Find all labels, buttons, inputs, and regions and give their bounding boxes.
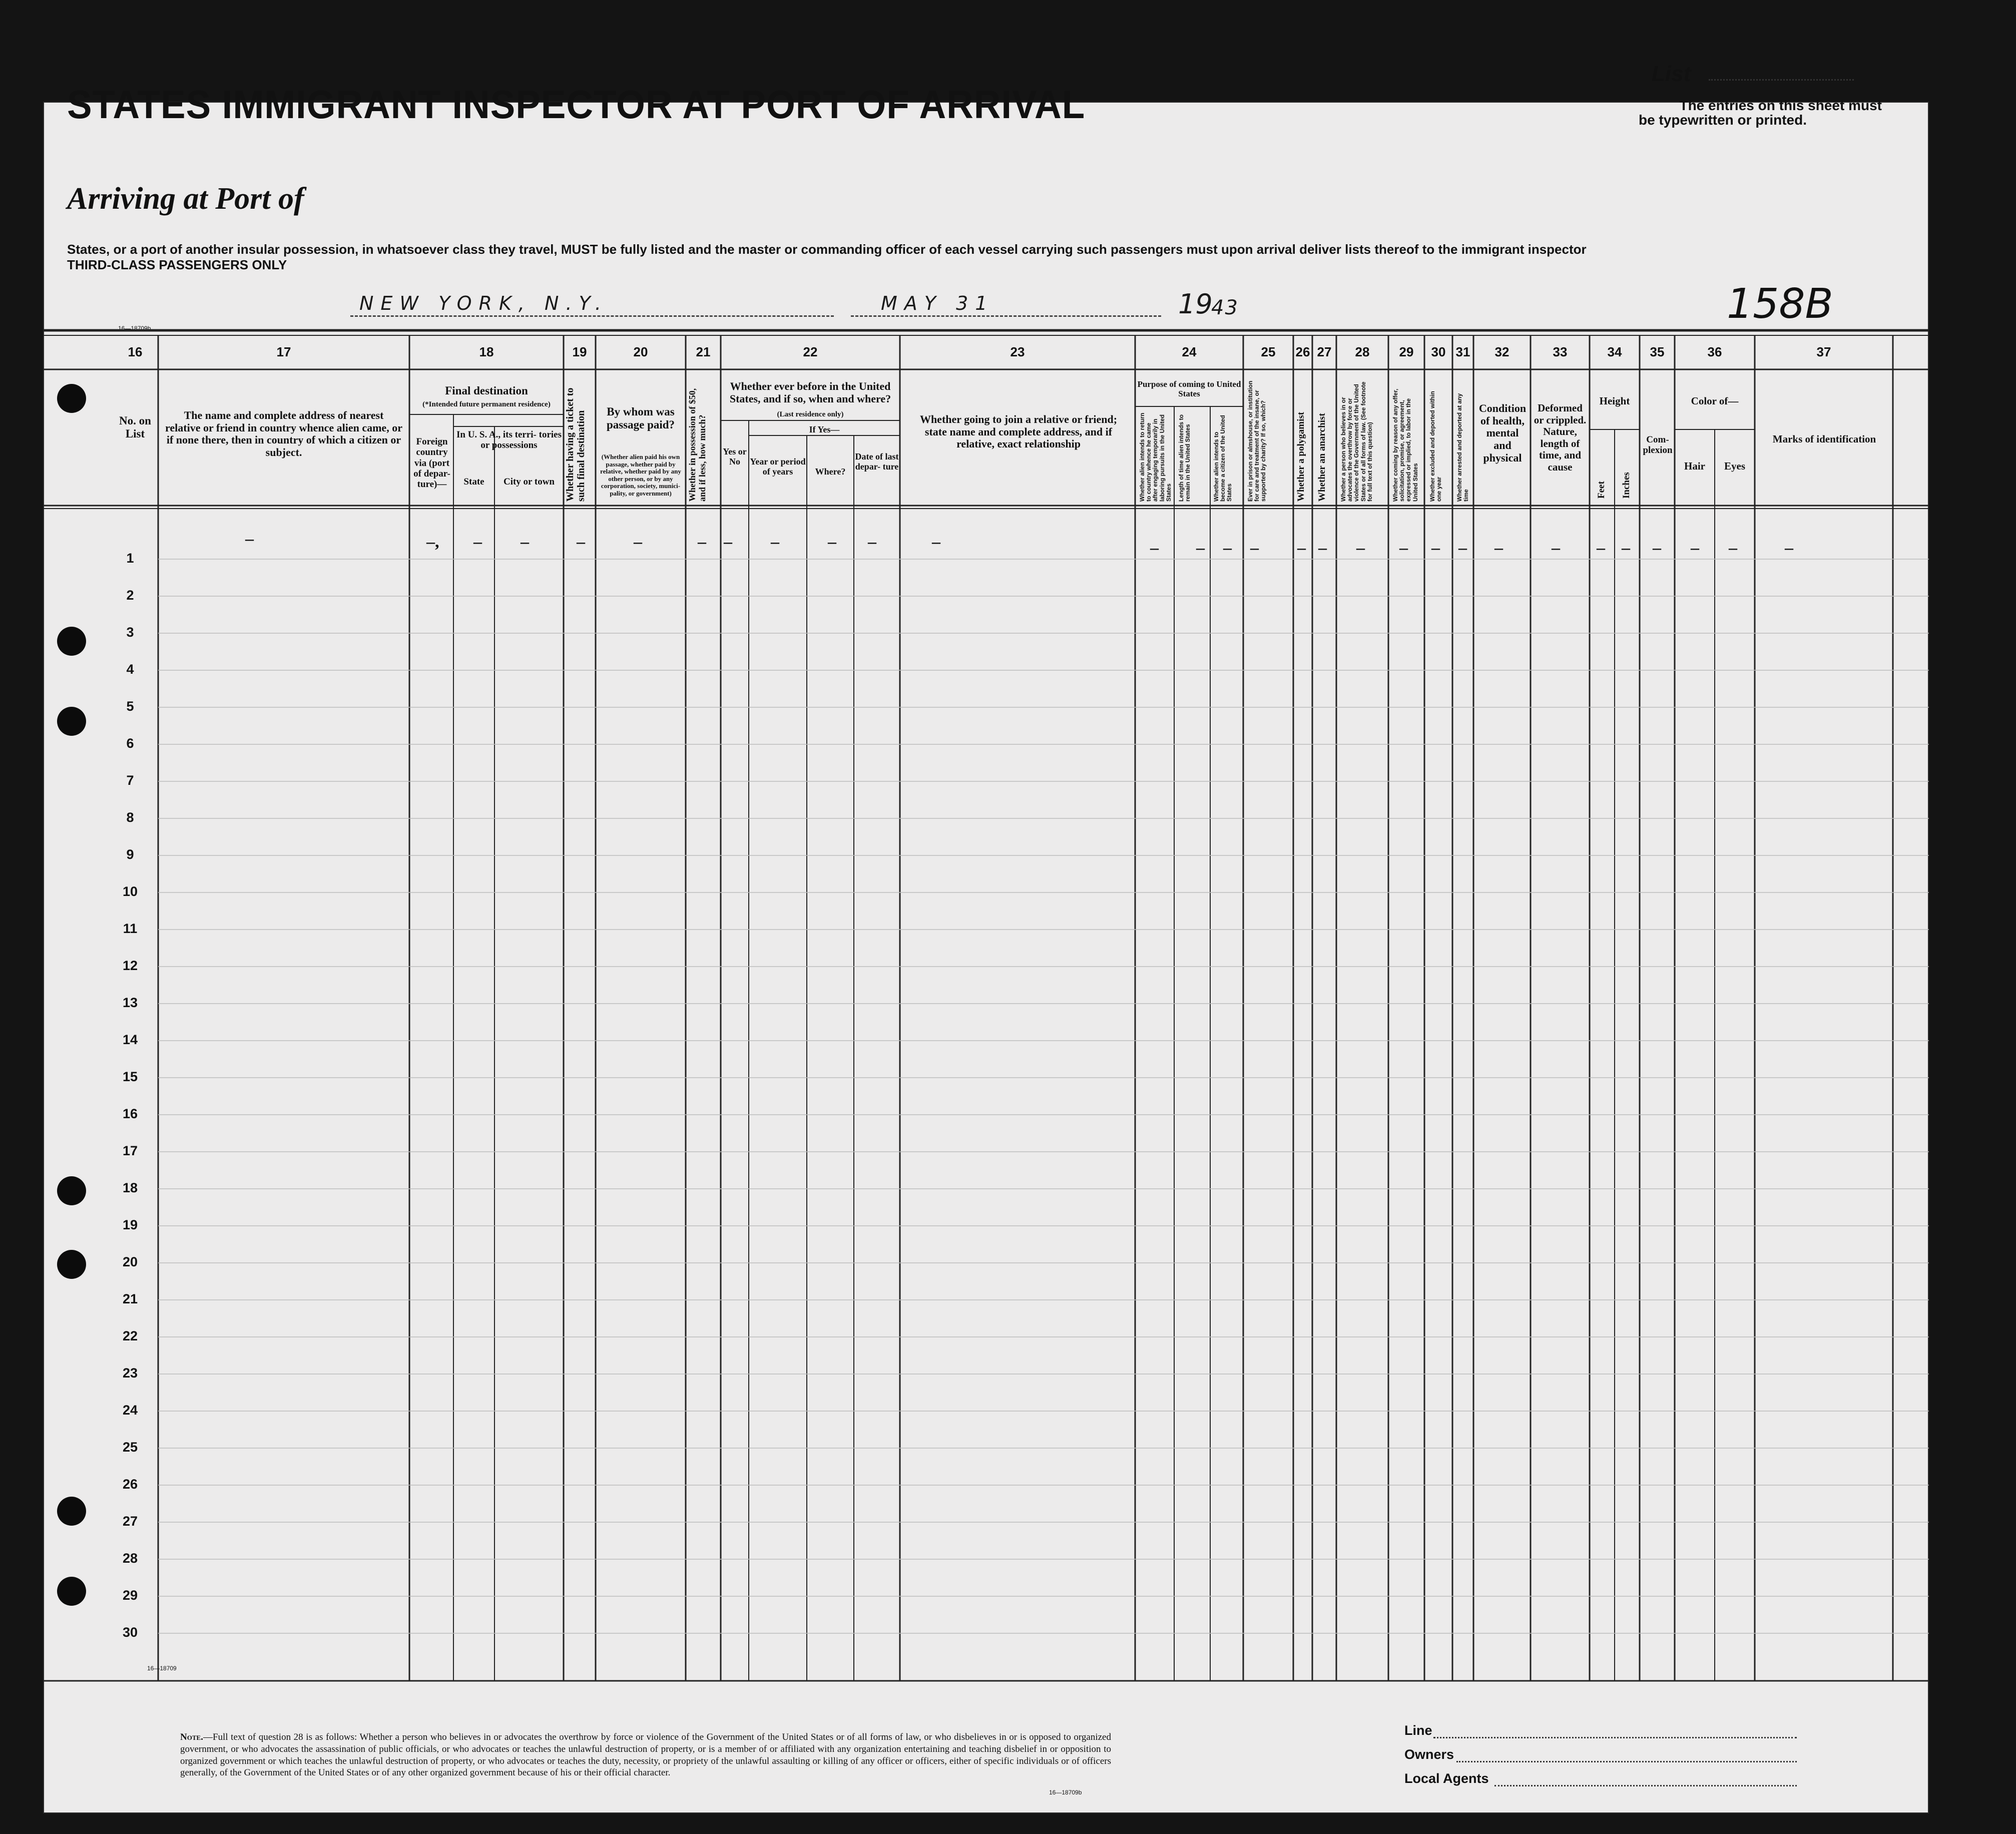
owners-field — [1456, 1761, 1797, 1762]
header-overthrow: Whether a person who believes in or advocates the overthrow by force or violence of the Government of the United States or of all forms of law. (See footnote for full text of this question) — [1340, 381, 1373, 502]
header-join-relative: Whether going to join a relative or friend; state name and complete address, and if relative, exact relationship — [919, 413, 1118, 450]
header-passage-paid-note: (Whether alien paid his own passage, whether paid by relative, whether paid by any other person, or by any corporation, society, munici- pality, or government) — [600, 453, 681, 497]
header-last-departure: Date of last depar- ture — [855, 451, 899, 472]
row-number: 15 — [122, 1069, 138, 1084]
row1-dash: – — [1729, 539, 1737, 557]
row1-dash: – — [868, 533, 876, 551]
col-number: 25 — [1261, 344, 1276, 359]
header-color-of: Color of— — [1691, 395, 1739, 407]
row-number: 29 — [122, 1588, 138, 1603]
col-number: 35 — [1650, 344, 1665, 359]
row1-dash: – — [1458, 539, 1467, 557]
row-number: 18 — [122, 1180, 138, 1195]
row1-dash: – — [521, 533, 529, 551]
header-passage-paid: By whom was passage paid? — [606, 405, 675, 431]
col-number: 23 — [1010, 344, 1025, 359]
header-fifty-dollars: Whether in possession of $50, and if less, how much? — [687, 388, 707, 502]
row-number: 2 — [126, 588, 134, 603]
header-class: THIRD-CLASS PASSENGERS ONLY — [67, 257, 287, 272]
header-inches: Inches — [1621, 472, 1632, 499]
row-number: 13 — [122, 995, 138, 1010]
line-label: Line — [1404, 1723, 1432, 1738]
header-final-destination-note: (*Intended future permanent residence) — [422, 400, 551, 408]
row-number: 22 — [122, 1328, 138, 1343]
row-number: 16 — [122, 1106, 138, 1121]
row-number: 10 — [122, 884, 138, 899]
header-where: Where? — [815, 467, 846, 477]
header-last-residence: (Last residence only) — [777, 410, 844, 418]
agents-field — [1494, 1785, 1797, 1786]
header-purpose-return: Whether alien intends to return to country whence he came after engaging temporarily in laboring pursuits in the United States — [1139, 412, 1172, 502]
row-number: 7 — [126, 773, 134, 788]
row1-dash: – — [1494, 539, 1503, 557]
header-anarchist: Whether an anarchist — [1317, 413, 1327, 502]
year-prefix: 19 — [1178, 288, 1213, 320]
header-relative-address: The name and complete address of nearest relative or friend in country whence alien came, or if none there, then in country of which a citizen or subject. — [165, 409, 402, 458]
col-number: 16 — [128, 344, 143, 359]
row-number: 6 — [126, 736, 134, 751]
row1-dash: – — [1597, 539, 1605, 557]
port-value: NEW YORK, N.Y. — [359, 292, 608, 314]
row1-dash: – — [1431, 539, 1440, 557]
row1-dash: – — [828, 533, 836, 551]
header-yes-no: Yes or No — [723, 446, 747, 467]
col-number: 21 — [696, 344, 711, 359]
row-number: 26 — [122, 1477, 138, 1492]
col-number: 33 — [1553, 344, 1568, 359]
footnote-form-code: 16—18709b — [1049, 1789, 1082, 1796]
row-number: 8 — [126, 810, 134, 825]
row-number: 11 — [123, 921, 138, 936]
col-number: 28 — [1355, 344, 1370, 359]
header-polygamist: Whether a polygamist — [1296, 411, 1306, 502]
col-number: 27 — [1317, 344, 1332, 359]
sheet-stamp: 158B — [1727, 280, 1833, 328]
col-number: 22 — [803, 344, 818, 359]
row1-dash: – — [1399, 539, 1408, 557]
row-number: 30 — [122, 1625, 138, 1640]
row-number: 5 — [126, 699, 134, 714]
header-foreign-country: Foreign country via (port of depar- ture)— — [413, 436, 450, 490]
footnote: Note.—Full text of question 28 is as follows: Whether a person who believes in or advocates the overthrow by force or violence of the Government of the United States or of all forms of law, or who disbelieves in or is opposed to organized government, or who advocates the assassination of public officials, or who advocates or teaches the unlawful destruction of property, or is a member of or affiliated with any organization entertaining and teaching disbelief in or opposition to organized government or which teaches the unlawful destruction of property, or who advocates or teaches the duty, necessity, or propriety of the unlawful assaulting or killing of any officer or officers, either of specific individuals or of officers generally, of the Government of the United States or of any other organized government because of his or their official character. — [180, 1732, 1111, 1778]
col-number: 19 — [572, 344, 587, 359]
row-number: 12 — [122, 958, 138, 973]
row1-dash: – — [1622, 539, 1630, 557]
owners-label: Owners — [1404, 1747, 1454, 1762]
form-code: 16—18709b — [118, 325, 151, 332]
row1-dash: – — [577, 533, 585, 551]
row-number: 9 — [126, 847, 134, 862]
row-number: 3 — [126, 625, 134, 640]
row1-dash: – — [1318, 539, 1327, 557]
row1-dash: – — [1297, 539, 1306, 557]
col-number: 36 — [1707, 344, 1722, 359]
row1-dash: – — [724, 533, 732, 551]
col-number: 37 — [1816, 344, 1831, 359]
row-number: 27 — [122, 1514, 138, 1529]
row1-dash: – — [1552, 539, 1560, 557]
col-number: 20 — [633, 344, 648, 359]
row1-dash: –, — [426, 533, 439, 551]
list-label: List — [1652, 62, 1691, 86]
header-health: Condition of health, mental and physical — [1478, 402, 1527, 464]
header-hair: Hair — [1684, 460, 1705, 472]
table-form-code: 16—18709 — [147, 1665, 177, 1672]
header-complexion: Com- plexion — [1643, 434, 1673, 456]
row-number: 1 — [126, 551, 134, 566]
row1-dash: – — [1785, 539, 1793, 557]
col-number: 18 — [479, 344, 494, 359]
header-year-period: Year or period of years — [750, 456, 806, 477]
header-purpose: Purpose of coming to United States — [1137, 379, 1241, 399]
header-ever-before-us: Whether ever before in the United States, and if so, when and where? — [729, 380, 891, 405]
row-number: 14 — [122, 1032, 138, 1047]
row-number: 21 — [122, 1291, 138, 1306]
date-value: MAY 31 — [881, 292, 994, 314]
col-number: 30 — [1431, 344, 1446, 359]
col-number: 26 — [1295, 344, 1310, 359]
year-suffix: 43 — [1211, 296, 1239, 319]
row1-dash: – — [932, 533, 940, 551]
header-ticket: Whether having a ticket to such final destination — [565, 387, 587, 502]
header-instructions: States, or a port of another insular possession, in whatsoever class they travel, MUST be fully listed and the master or commanding officer of each vessel carrying such passengers must upon arrival deliver lists thereof to the immigrant inspector — [67, 242, 1587, 257]
header-purpose-citizen: Whether alien intends to become a citizen of the United States — [1213, 415, 1233, 502]
row1-dash: – — [1150, 539, 1159, 557]
header-arrested: Whether arrested and deported at any time — [1456, 393, 1470, 502]
entries-note: The entries on this sheet must be typewritten or printed. — [1638, 98, 1882, 128]
header-marks: Marks of identification — [1772, 433, 1876, 445]
row-number: 25 — [122, 1440, 138, 1455]
header-if-yes: If Yes— — [809, 424, 840, 434]
row1-dash: – — [1196, 539, 1205, 557]
row-number: 20 — [122, 1254, 138, 1269]
row-number: 17 — [122, 1143, 138, 1158]
line-field — [1433, 1737, 1797, 1738]
header-no-on-list: No. on List — [119, 414, 151, 440]
agents-label: Local Agents — [1404, 1771, 1489, 1786]
arriving-label: Arriving at Port of — [67, 182, 304, 216]
header-feet: Feet — [1596, 481, 1607, 499]
header-purpose-length: Length of time alien intends to remain in the United States — [1178, 414, 1192, 502]
col-number: 32 — [1494, 344, 1509, 359]
header-height: Height — [1599, 395, 1630, 407]
row-number: 19 — [122, 1217, 138, 1232]
row1-dash: – — [1356, 539, 1365, 557]
header-labor-offer: Whether coming by reason of any offer, solicitation, promise, or agreement, expressed or implied, to labor in the United States — [1392, 388, 1419, 502]
header-final-destination: Final destination — [445, 384, 528, 397]
header-deformed: Deformed or crippled. Nature, length of time, and cause — [1534, 402, 1587, 473]
row1-dash: – — [1691, 539, 1699, 557]
col-number: 17 — [276, 344, 291, 359]
col-number: 29 — [1399, 344, 1414, 359]
row1-dash: – — [634, 533, 642, 551]
header-eyes: Eyes — [1724, 460, 1745, 472]
row1-dash: – — [1223, 539, 1232, 557]
row1-dash: – — [1653, 539, 1661, 557]
row-number: 28 — [122, 1551, 138, 1566]
header-prison: Ever in prison or almshouse, or institution for care and treatment of the insane, or supported by charity? If so, which? — [1247, 380, 1267, 502]
row1-dash: – — [771, 533, 779, 551]
row1-dash: – — [698, 533, 706, 551]
row-number: 23 — [122, 1365, 138, 1381]
row1-dash: – — [473, 533, 482, 551]
row1-dash: – — [1250, 539, 1259, 557]
row1-dash: – — [245, 530, 254, 548]
page-title: STATES IMMIGRANT INSPECTOR AT PORT OF ARRIVAL — [67, 82, 1086, 127]
col-number: 31 — [1455, 344, 1470, 359]
col-number: 34 — [1607, 344, 1622, 359]
header-city: City or town — [503, 477, 555, 487]
header-excluded: Whether excluded and deported within one year — [1429, 391, 1443, 502]
header-usa: In U. S. A., its terri- tories or possessions — [456, 429, 562, 451]
row-number: 24 — [122, 1403, 138, 1418]
col-number: 24 — [1182, 344, 1197, 359]
header-state: State — [463, 477, 484, 487]
row-number: 4 — [126, 662, 134, 677]
